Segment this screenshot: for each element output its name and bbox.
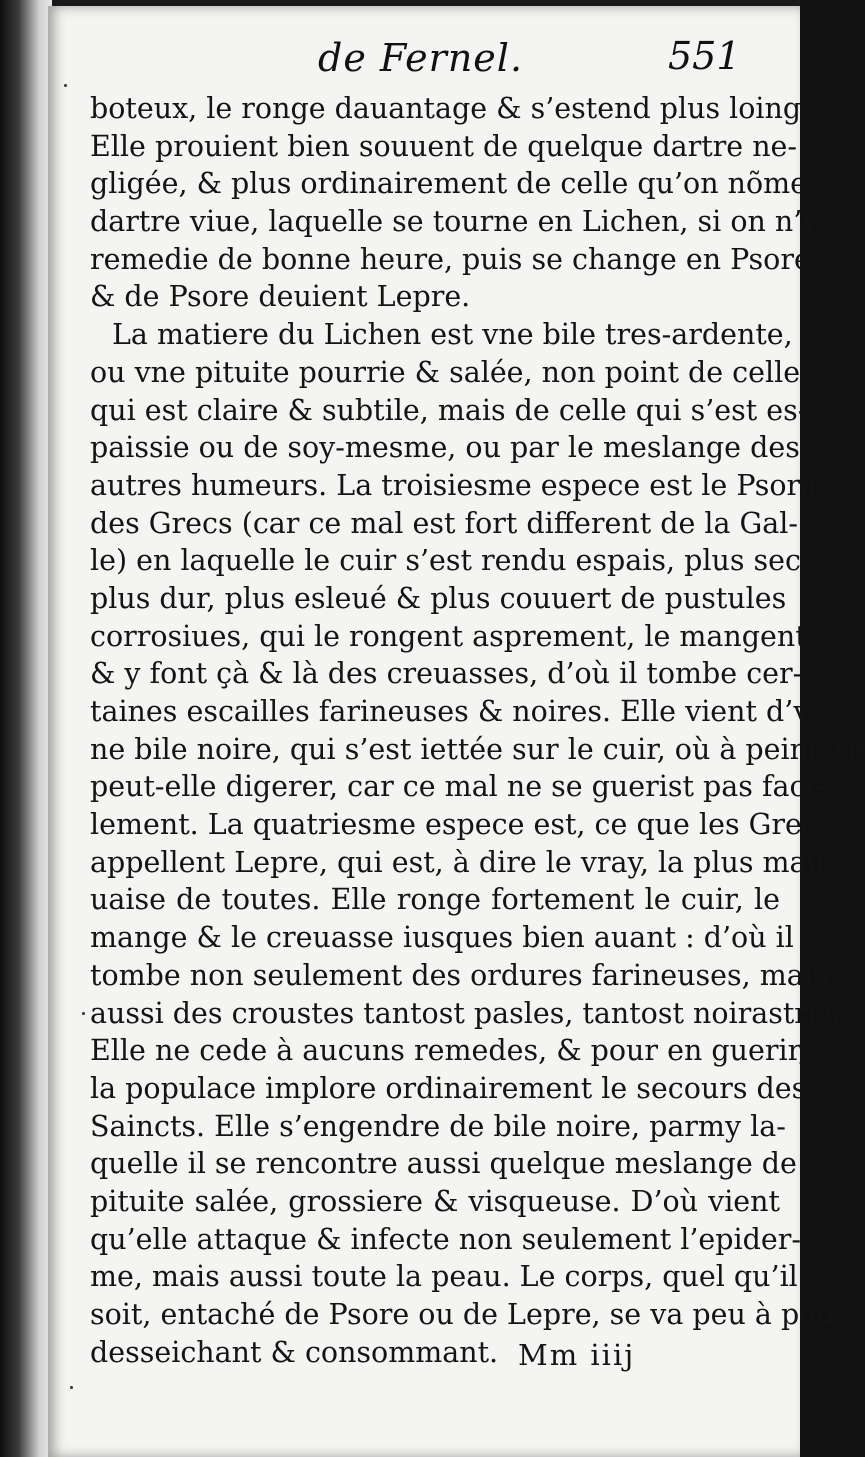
book-page [48, 6, 865, 1457]
text-line: tombe non seulement des ordures farineuses, mais [90, 958, 828, 992]
text-line: desseichant & consommant. [90, 1335, 499, 1369]
page-header [48, 28, 800, 88]
text-line: corrosiues, qui le rongent asprement, le mangent, [90, 619, 816, 653]
text-line: le) en laquelle le cuir s’est rendu espais, plus sec, [90, 544, 811, 578]
text-line: Saincts. Elle s’engendre de bile noire, parmy la- [90, 1109, 786, 1143]
body-text [90, 90, 865, 1371]
text-line: des Grecs (car ce mal est fort different de la Gal- [90, 506, 799, 540]
text-line: ou vne pituite pourrie & salée, non point de celle [90, 355, 801, 389]
text-line: & de Psore deuient Lepre. [90, 280, 471, 314]
text-line: qui est claire & subtile, mais de celle qui s’est es- [90, 393, 808, 427]
text-line: boteux, le ronge dauantage & s’estend plus loing. [90, 92, 811, 125]
text-line: Elle prouient bien souuent de quelque dartre ne- [90, 129, 798, 163]
ink-speck [82, 1012, 85, 1015]
text-line: paissie ou de soy-mesme, ou par le meslange des [90, 431, 800, 465]
text-line: La matiere du Lichen est vne bile tres-ardente, [112, 318, 793, 352]
text-line: appellent Lepre, qui est, à dire le vray, la plus mau- [90, 845, 835, 879]
text-line: gligée, & plus ordinairement de celle qu’on nõme [90, 167, 808, 201]
signature-mark: Mm iiij [518, 1338, 636, 1372]
text-line: autres humeurs. La troisiesme espece est le Psora [90, 468, 818, 502]
text-line: dartre viue, laquelle se tourne en Lichen, si on n’y [90, 205, 819, 239]
book-gutter [0, 0, 52, 1457]
text-line: lement. La quatriesme espece est, ce que les Grecs [90, 808, 833, 842]
text-line: remedie de bonne heure, puis se change en Psore, [90, 242, 820, 276]
text-line: plus dur, plus esleué & plus couuert de pustules [90, 581, 787, 615]
text-line: soit, entaché de Psore ou de Lepre, se va peu à peu [90, 1298, 835, 1331]
text-line: aussi des croustes tantost pasles, tantost noirastres. [90, 996, 849, 1030]
text-line: me, mais aussi toute la peau. Le corps, quel qu’il [90, 1260, 798, 1294]
text-line: uaise de toutes. Elle ronge fortement le cuir, le [90, 883, 780, 917]
text-line: & y font çà & là des creuasses, d’où il tombe cer- [90, 657, 803, 691]
text-line: mange & le creuasse iusques bien auant : d’où il [90, 921, 794, 955]
page-number: 551 [668, 34, 741, 78]
ink-speck [70, 1386, 73, 1389]
text-line: qu’elle attaque & infecte non seulement l’epider- [90, 1222, 802, 1256]
running-title: de Fernel. [318, 36, 524, 80]
text-line: taines escailles farineuses & noires. Elle vient d’v- [90, 695, 820, 728]
text-line: peut-elle digerer, car ce mal ne se guerist pas faci- [90, 770, 825, 804]
text-line: la populace implore ordinairement le secours des [90, 1071, 807, 1105]
text-line: Elle ne cede à aucuns remedes, & pour en guerir, [90, 1034, 808, 1068]
text-line: ne bile noire, qui s’est iettée sur le cuir, où à peine se [90, 732, 865, 766]
ink-speck [64, 84, 67, 87]
text-line: pituite salée, grossiere & visqueuse. D’où vient [90, 1184, 780, 1218]
text-line: quelle il se rencontre aussi quelque meslange de [90, 1147, 797, 1181]
